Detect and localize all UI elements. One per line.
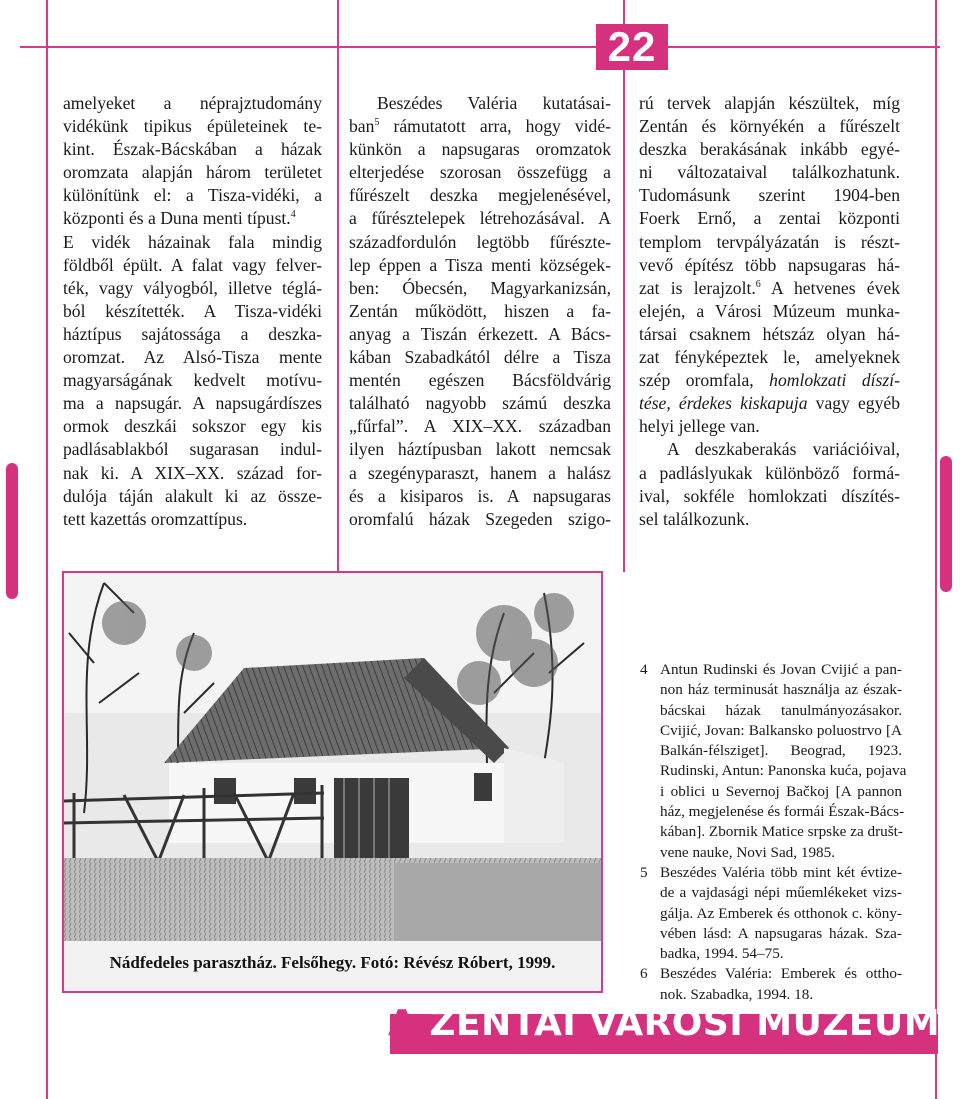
footnote-line: Balkán-félsziget]. Beograd, 1923. [660, 742, 902, 760]
text-line: padlásablakból sugarasan indul- [63, 439, 322, 460]
text-line: elterjedése szorosan összefügg a [349, 162, 611, 183]
footnote-line: Beszédes Valéria több mint két évtize- [660, 863, 902, 881]
text-line: különítünk el: a Tisza-vidéki, a [63, 185, 322, 206]
text-line: Zentán és környékén a fűrészelt [639, 116, 900, 137]
text-line: tése, érdekes kiskapuja vagy egyéb [639, 393, 900, 414]
text-line: és a kisiparos is. A napsugaras [349, 485, 611, 506]
page-number: 22 [596, 24, 668, 70]
text-line: ma a napsugár. A napsugárdíszes [63, 393, 322, 414]
text-line: Tudomásunk szerint 1904-ben [639, 185, 900, 206]
text-line: E vidék házainak fala mindig [63, 231, 322, 252]
footnote-line: ház, megjelenése és formái Észak-Bács- [660, 803, 905, 821]
frame-line-col1 [337, 0, 339, 572]
text-line: ban$^5$ rámutatott arra, hogy vidé- [349, 116, 612, 137]
text-line: helyi jellege van. [639, 416, 760, 437]
footnote-line: Beszédes Valéria: Emberek és ottho- [660, 965, 902, 983]
text-column-3 [639, 92, 900, 531]
text-line: zat is lerajzolt.$^6$ A hetvenes évek [639, 277, 900, 298]
text-line: künkön a napsugaras oromzatok [349, 139, 611, 160]
edge-marker-right [940, 456, 952, 592]
text-line: ilyen háztípusban lakott nemcsak [349, 439, 611, 460]
figure-caption: Nádfedeles parasztház. Felsőhegy. Fotó: Révész Róbert, 1999. [109, 953, 556, 972]
text-line: templom tervpályázatán is részt- [639, 231, 900, 252]
text-line: dulója táján alakult ki az össze- [63, 485, 322, 506]
text-line: Beszédes Valéria kutatásai- [377, 93, 611, 113]
text-line: ból készítették. A Tisza-vidéki [63, 300, 322, 321]
text-line: háztípus sajátossága a deszka- [63, 323, 322, 344]
footer-title: A ZENTAI VÁROSI MÚZEUM [388, 1003, 941, 1044]
footnote-line: Rudinski, Antun: Panonska kuća, pojava [660, 762, 907, 780]
footnote-4 [640, 660, 907, 863]
footnote-number: 5 [640, 863, 648, 881]
text-line: mentén egészen Bácsföldvárig [349, 370, 611, 391]
footnote-line: Cvijić, Jovan: Balkansko poluostrvo [A [660, 721, 902, 739]
footnote-line: gálja. Az Emberek és otthonok c. köny- [660, 904, 902, 922]
footnote-line: vene nauke, Novi Sad, 1985. [660, 843, 836, 861]
edge-marker-left [6, 463, 18, 599]
text-line: vevő építész több napsugaras há- [639, 254, 900, 275]
footnotes [640, 660, 907, 1005]
frame-line-left [46, 0, 48, 1099]
text-line: Zentán működött, hiszen a fa- [349, 300, 611, 321]
footnote-ref[interactable]: 6 [755, 278, 761, 290]
footnote-5 [640, 863, 902, 964]
footnote-line: non ház terminusát használja az észak- [660, 681, 902, 699]
text-line: amelyeket a néprajztudomány [63, 93, 322, 113]
footnote-ref[interactable]: 4 [290, 209, 296, 221]
text-line: deszka berakásának inkább egyé- [639, 139, 900, 160]
footnote-line: de a vajdasági népi műemlékeket vizs- [660, 884, 902, 902]
text-line: található nagyobb számú deszka [349, 393, 611, 414]
text-line: társai csaknem hétszáz olyan há- [639, 323, 900, 344]
text-line: vidékünk tipikus épületeinek te- [63, 116, 322, 137]
footnote-line: nok. Szabadka, 1994. 18. [660, 985, 814, 1003]
text-line: tett kazettás oromzattípus. [63, 508, 248, 529]
text-line: sel találkozunk. [639, 508, 750, 529]
text-line: ormok deszkái sokszor egy kis [63, 416, 322, 437]
footnote-number: 6 [640, 965, 648, 983]
text-line: ni változataival találkozhatunk. [639, 162, 900, 183]
footnote-line: kában]. Zbornik Matice srpske za društ- [660, 823, 903, 841]
text-line: magyarságának kedvelt motívu- [63, 370, 322, 391]
text-line: anyag a Tiszán érkezett. A Bács- [349, 323, 611, 344]
text-line: a szegényparaszt, hanem a halász [349, 462, 611, 483]
text-line: központi és a Duna menti típust.$^4$ [63, 208, 296, 229]
text-line: oromzata alapján három területet [63, 162, 322, 183]
frame-line-col2 [623, 0, 625, 572]
footnote-6 [640, 964, 902, 1005]
text-line: századfordulón legtöbb fűrészte- [349, 231, 611, 252]
text-line: szép oromfala, homlokzati díszí- [639, 370, 900, 391]
text-line: a fűrésztelepek létrehozásával. A [349, 208, 611, 229]
text-line: kában Szabadkától délre a Tisza [349, 347, 611, 368]
text-line: ival, sokféle homlokzati díszítés- [639, 485, 900, 506]
text-line: zat fényképeztek le, amelyeknek [639, 347, 900, 368]
text-line: nak ki. A XIX–XX. század for- [63, 462, 322, 483]
figure-frame [62, 571, 603, 993]
text-line: a padláslyukak különböző formá- [639, 462, 900, 483]
text-line: elején, a Városi Múzeum munka- [639, 300, 900, 321]
text-line: földből épült. A falat vagy felver- [63, 254, 322, 275]
footnote-line: i oblici u Severnoj Bačkoj [A pannon [660, 782, 902, 800]
text-line: fűrészelt deszka megjelenésével, [349, 185, 611, 206]
text-line: A deszkaberakás variációival, [667, 439, 900, 460]
footnote-line: bácskai házak tanulmányozásakor. [660, 701, 902, 719]
text-line: Foerk Ernő, a zentai központi [639, 208, 900, 229]
frame-line-top [20, 46, 940, 48]
frame-line-right [935, 0, 937, 1099]
text-column-1 [63, 92, 322, 531]
footnote-ref[interactable]: 5 [374, 117, 380, 129]
footnote-number: 4 [640, 661, 648, 678]
text-line: kint. Észak-Bácskában a házak [63, 139, 322, 160]
text-line: ben: Óbecsén, Magyarkanizsán, [349, 277, 611, 298]
footnote-line: badka, 1994. 54–75. [660, 945, 784, 963]
house-photo [64, 573, 601, 941]
footnote-line: Antun Rudinski és Jovan Cvijić a pan- [660, 661, 902, 678]
text-line: ték, vagy vályogból, illetve téglá- [63, 277, 322, 298]
text-line: „fűrfal”. A XIX–XX. században [349, 416, 611, 437]
text-line: rú tervek alapján készültek, míg [639, 93, 900, 113]
text-line: oromzat. Az Alsó-Tisza mente [63, 347, 322, 368]
footnote-line: vében lásd: A napsugaras házak. Sza- [660, 924, 902, 942]
text-column-2 [349, 92, 611, 531]
text-line: lep éppen a Tisza menti községek- [349, 254, 611, 275]
text-line: oromfalú házak Szegeden szigo- [349, 508, 611, 529]
